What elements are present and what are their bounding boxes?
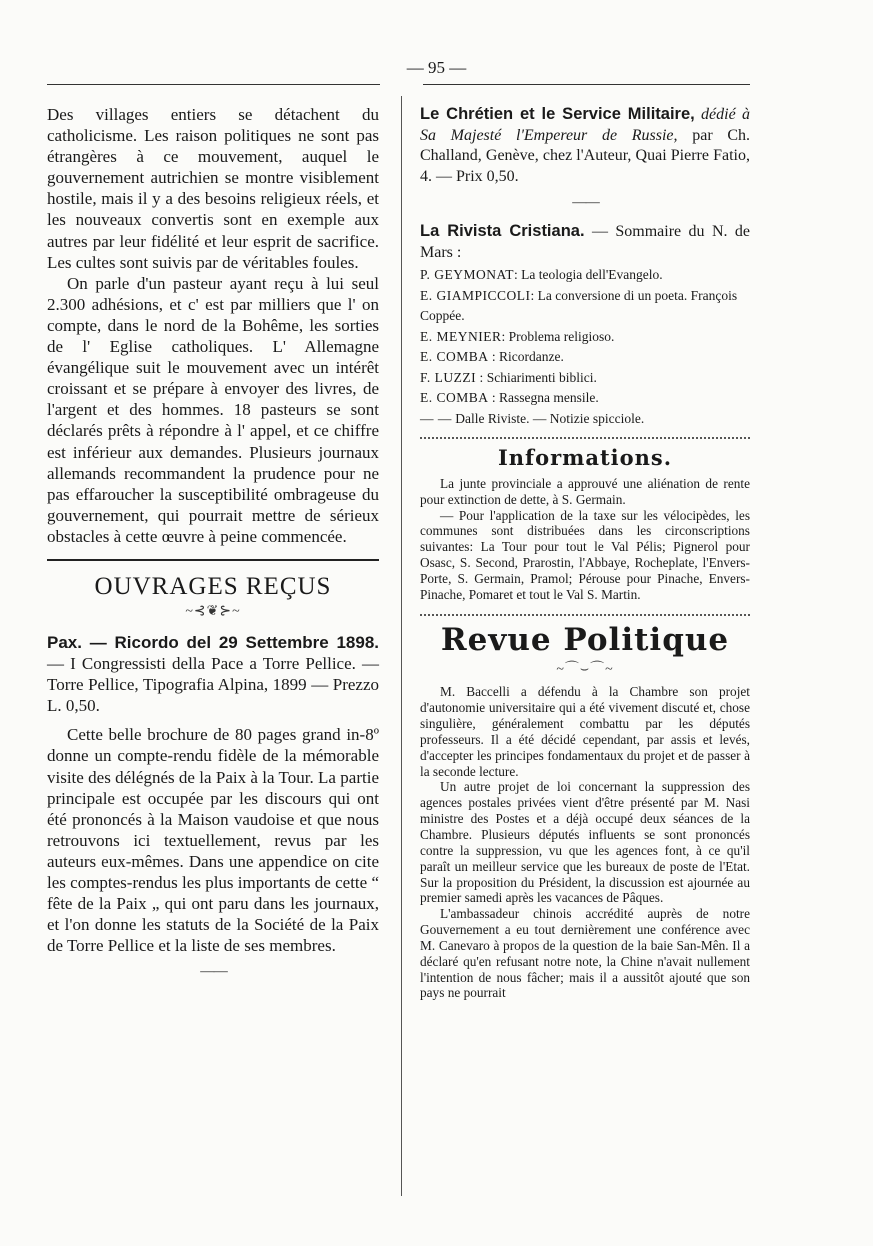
info-rule <box>420 437 750 439</box>
chretien-dedication: dédié à Sa Majesté l'Empereur de Russie, <box>420 106 751 144</box>
left-column <box>47 104 379 988</box>
summary-item: P. GEYMONAT: La teologia dell'Evangelo. <box>420 267 663 282</box>
revue-title: Revue Politique <box>440 622 730 659</box>
right-dash: — — <box>572 195 598 210</box>
summary-item: E. GIAMPICCOLI: La conversione di un poeta. François Coppée. <box>420 287 738 323</box>
intro-paragraph: Des villages entiers se détachent du catholicisme. Les raison politiques ne sont pas étrangères à ce mouvement, auquel le gouvernement autrichien se montre visiblement hostile, mais il y a des besoins religieux réels, et les nouveaux convertis sont en exemple aux autres par leur fidélité et leur esprit de sacrifice. Les cultes sont suivis par de véritables foules. <box>47 105 379 272</box>
summary-item: F. LUZZI : Schiarimenti biblici. <box>420 369 597 385</box>
rivista-entry <box>420 221 750 263</box>
left-end-dash: — — <box>200 964 226 980</box>
pax-title: Pax. — Ricordo del 29 Settembre 1898. <box>47 632 379 652</box>
section-heading: OUVRAGES REÇUS <box>94 572 332 600</box>
info-paragraph-1: La junte provinciale a approuvé une aliénation de rente pour extinction de dette, à S. Germain. <box>420 476 750 507</box>
section-rule <box>47 559 379 561</box>
revue-ornament: ~⌒⌣⌒~ <box>556 662 614 678</box>
pax-paragraph: Cette belle brochure de 80 pages grand in-8º donne un compte-rendu fidèle de la mémorable visite des délégnés de la Paix à la Tour. La partie principale est occupée par les discours qui ont été prononcés à la Maison vaudoise et que nous retrouvons ici textuellement, revus par les auteurs eux-mêmes. Dans une appendice on cite les comptes-rendus les plus importants de cette “ fête de la Paix „ qui ont paru dans les journaux, et l'on donne les statuts de la Société de la Paix de Torre Pellice et la liste de ses membres. <box>47 725 379 956</box>
info-heading: Informations. <box>497 445 673 470</box>
revue-rule <box>420 614 750 616</box>
summary-item: E. COMBA : Ricordanze. <box>420 349 564 364</box>
revue-paragraph-2: Un autre projet de loi concernant la suppression des agences postales privées vient d'être présenté par M. Nasi ministre des Postes et a déjà occupé deux séances de la Chambre. Plusieurs députés influents se sont prononcés contre la suppression, vu que les agences font, à ce qu'il paraît un meilleur service que les bureaux de poste de l'Etat. Sur la proposition du Président, la discussion est ajournée au premier samedi après les vacances de Pâques. <box>420 779 750 906</box>
summary-item: — — Dalle Riviste. — Notizie spicciole. <box>420 410 645 426</box>
rivista-intro: — Sommaire du N. de Mars : <box>420 223 750 261</box>
chretien-entry <box>420 104 750 187</box>
revue-paragraph-3: L'ambassadeur chinois accrédité auprès de notre Gouvernement a eu tout dernièrement une conférence avec M. Canevaro à propos de la question de la baie San-Mên. Il a déclaré qu'en refusant notre note, la Chine n'avait nullement l'intention de nous fâcher; mais il a aussitôt ajouté que son pays ne pourrait <box>420 906 750 1001</box>
top-rule-right <box>423 84 750 85</box>
summary-item: E. COMBA : Rassegna mensile. <box>420 390 599 405</box>
column-divider <box>401 96 402 1196</box>
chretien-title: Le Chrétien et le Service Militaire, <box>420 105 695 123</box>
info-paragraph-2: — Pour l'application de la taxe sur les vélocipèdes, les communes sont distribuées dans les circonscriptions suivantes: La Tour pour tout le Val Pélis; Pignerol pour Osasc, S. Second, Prarostin, l'Abbaye, Rocheplate, l'Envers-Porte, S. Germain, Pramol; Pérouse pour Pinache, Envers-Pinache, Pomaret et tout le Val S. Martin. <box>420 507 750 602</box>
page-number: — 95 — <box>406 58 467 77</box>
summary-list <box>420 265 750 429</box>
top-rule-left <box>47 84 380 85</box>
chretien-details: par Ch. Challand, Genève, chez l'Auteur, Quai Pierre Fatio, 4. — Prix 0,50. <box>420 126 751 185</box>
revue-paragraph-1: M. Baccelli a défendu à la Chambre son projet d'autonomie universitaire qui a été vivement discuté et, chose singulière, généralement combattu par les députés professeurs. Il a été décidé cependant, par assis et levés, d'accepter les principes fondamentaux du projet et de passer à la seconde lecture. <box>420 684 750 779</box>
pax-entry <box>47 632 379 716</box>
ornament: ~⊰❦⊱~ <box>185 603 241 619</box>
rivista-title: La Rivista Cristiana. <box>420 222 585 240</box>
right-column <box>420 104 750 1001</box>
pax-details: — I Congressisti della Pace a Torre Pellice. — Torre Pellice, Tipografia Alpina, 1899 — Prezzo L. 0,50. <box>47 654 379 716</box>
second-paragraph: On parle d'un pasteur ayant reçu à lui seul 2.300 adhésions, et c' est par milliers que l' on compte, dans le nord de la Bohême, les sorties de l' Eglise catholiques. L' Allemagne évangélique suit le mouvement avec un intérêt croissant et se prépare à envoyer des livres, de l'argent et des hommes. 18 pasteurs se sont déclarés prêts à répondre à l' appel, et ce chiffre est inférieur aux demandes. Plusieurs journaux allemands recommandent la prudence pour ne pas effaroucher la susceptibilité ombrageuse du gouvernement, qui pourrait mettre de sérieux obstacles à cette œuvre à peine commencée. <box>47 273 379 546</box>
summary-item: E. MEYNIER: Problema religioso. <box>420 328 615 344</box>
